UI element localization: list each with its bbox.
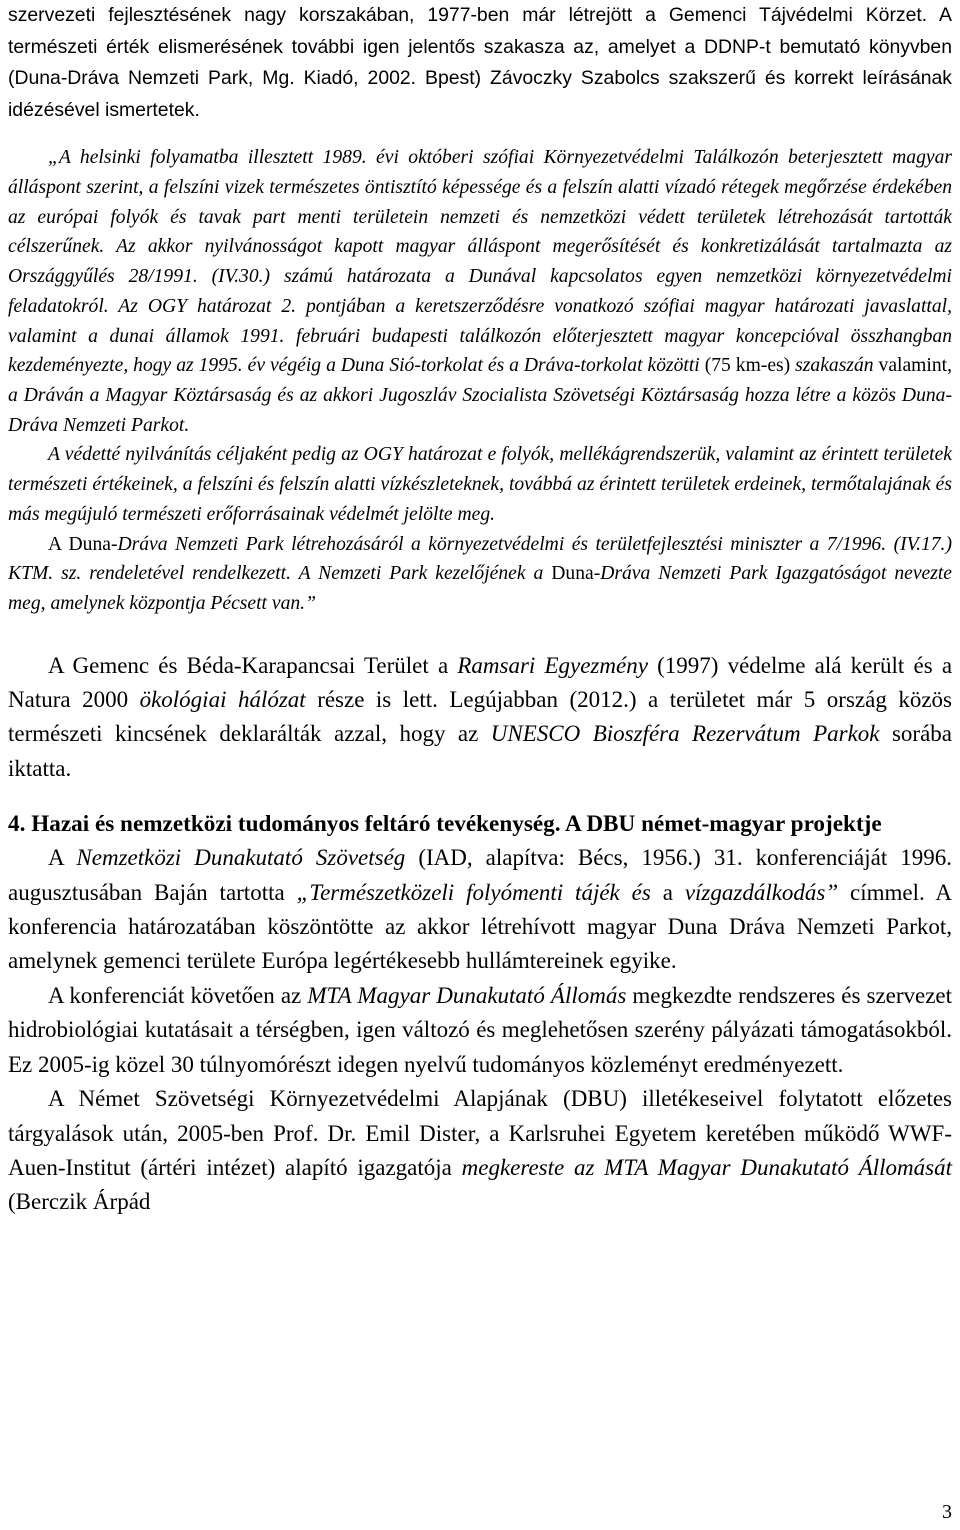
text-run: megkezdte rendszeres és szervezet hidrobiológiai kutatásait a térségben, igen változó és meglehetősen szerény pályázati támogatásokból. Ez 2005-ig közel 30 túlnyomórészt idegen nyelvű tudományos közleményt eredményezett. (8, 982, 953, 1077)
quote-text: a Dráván a Magyar Köztársaság és az akkori Jugoszláv Szocialista Szövetségi Köztársaság hozza létre a közös Duna-Dráva Nemzeti Parkot. (8, 385, 952, 436)
text-run: címmel. A konferencia határozatában köszöntötte az akkor létrehívott magyar Duna Dráva Nemzeti Parkot, amelynek gemenci területe Európa legértékesebb hullámtereinek egyike. (8, 879, 953, 974)
text-run: része is lett. Legújabban (2012.) a területet már 5 ország közös természeti kincsének deklarálták azzal, hogy az (8, 687, 952, 747)
text-run: sorába iktatta. (8, 721, 953, 781)
quote-text: szakaszán (795, 355, 874, 377)
text-run: A Német Szövetségi Környezetvédelmi Alapjának (DBU) illetékeseivel folytatott előzetes tárgyalások után, 2005-ben Prof. Dr. Emil Dister, a Karlsruhei Egyetem keretében működő WWF-Auen-Institut (ártéri intézet) alapító igazgatója (8, 1086, 952, 1180)
quote-roman-text: (75 km-es) (704, 355, 791, 377)
text-run: a (662, 879, 673, 905)
text-run: (Berczik Árpád (8, 1189, 151, 1215)
italic-run: UNESCO Bioszféra Rezervátum Parkok (490, 721, 880, 747)
quote-roman-text: A Duna- (48, 533, 118, 555)
dbu-paragraph (8, 1082, 952, 1220)
text-run: (IAD, alapítva: Bécs, 1956.) 31. konferenciáját 1996. augusztusában Baján tartotta (8, 845, 953, 905)
quote-paragraph-2: A védetté nyilvánítás céljaként pedig az OGY határozat e folyók, mellékágrendszerük, valamint az érintett területek természeti értékeinek, a felszíni és felszín alatti vízkészleteknek, továbbá az érintett területek erdeinek, termőtalajának és más megújuló természeti erőforrásainak védelmét jelölte meg. (8, 444, 952, 525)
text-run: A Gemenc és Béda-Karapancsai Terület a (48, 652, 449, 678)
quote-roman-text: valamint, (878, 355, 952, 377)
quote-text: Dráva Nemzeti Park Igazgatóságot nevezte meg, amelynek központja Pécsett van.” (8, 563, 952, 614)
quoted-passage (8, 143, 952, 618)
quote-paragraph-1 (8, 143, 952, 440)
page-number: 3 (942, 1501, 952, 1523)
iad-paragraph (8, 841, 952, 979)
quote-text: Dráva Nemzeti Park létrehozásáról a környezetvédelmi és területfejlesztési miniszter a 7/1996. (IV.17.) KTM. sz. rendeletével rendelkezett. A Nemzeti Park kezelőjének a (8, 533, 952, 585)
text-run: A (48, 845, 64, 871)
quote-text: „A helsinki folyamatba illesztett 1989. évi októberi szófiai Környezetvédelmi Találkozón beterjesztett magyar álláspont szerint, a felszíni vizek természetes öntisztító képessége és a felszín alatti vízadó rétegek megőrzése érdekében az európai folyók és tavak part menti területein nemzeti és nemzetközi védett területek létrehozását tartották célszerűnek. Az akkor nyilvánosságot kapott magyar álláspont megerősítését és konkretizálását tartalmazta az Országgyűlés 28/1991. (IV.30.) számú határozata a Dunával kapcsolatos egyen nemzetközi környezetvédelmi feladatokról. Az OGY határozat 2. pontjában a keretszerződésre vonatkozó szófiai magyar határozati javaslattal, valamint a dunai államok 1991. februári budapesti találkozón előterjesztett magyar koncepcióval összhangban kezdeményezte, hogy az 1995. év végéig a Duna Sió-torkolat és a Dráva-torkolat közötti (8, 147, 952, 377)
italic-run: MTA Magyar Dunakutató Állomás (307, 982, 627, 1008)
italic-run: ökológiai hálózat (139, 687, 306, 713)
quote-paragraph-3 (8, 530, 952, 619)
italic-run: Nemzetközi Dunakutató Szövetség (76, 845, 406, 871)
italic-run: vízgazdálkodás” (684, 879, 839, 905)
section-heading: 4. Hazai és nemzetközi tudományos feltáró tevékenység. A DBU német-magyar projektje (8, 811, 882, 838)
text-run: A konferenciát követően az (48, 982, 302, 1008)
italic-run: megkereste az MTA Magyar Dunakutató Állomását (461, 1154, 952, 1180)
italic-run: „Természetközeli folyómenti tájék és (296, 879, 651, 905)
mta-paragraph (8, 979, 952, 1082)
intro-paragraph: szervezeti fejlesztésének nagy korszakában, 1977-ben már létrejött a Gemenci Tájvédelmi Körzet. A természeti érték elismerésének további igen jelentős szakasza az, amelyet a DDNP-t bemutató könyvben (Duna-Dráva Nemzeti Park, Mg. Kiadó, 2002. Bpest) Závoczky Szabolcs szakszerű és korrekt leírásának idézésével ismertetek. (8, 4, 952, 121)
text-run: (1997) védelme alá került és a Natura 2000 (8, 652, 953, 713)
italic-run: Ramsari Egyezmény (457, 652, 648, 678)
ramsar-paragraph (8, 649, 952, 787)
document-page (8, 0, 952, 1220)
quote-roman-text: Duna- (551, 563, 601, 585)
